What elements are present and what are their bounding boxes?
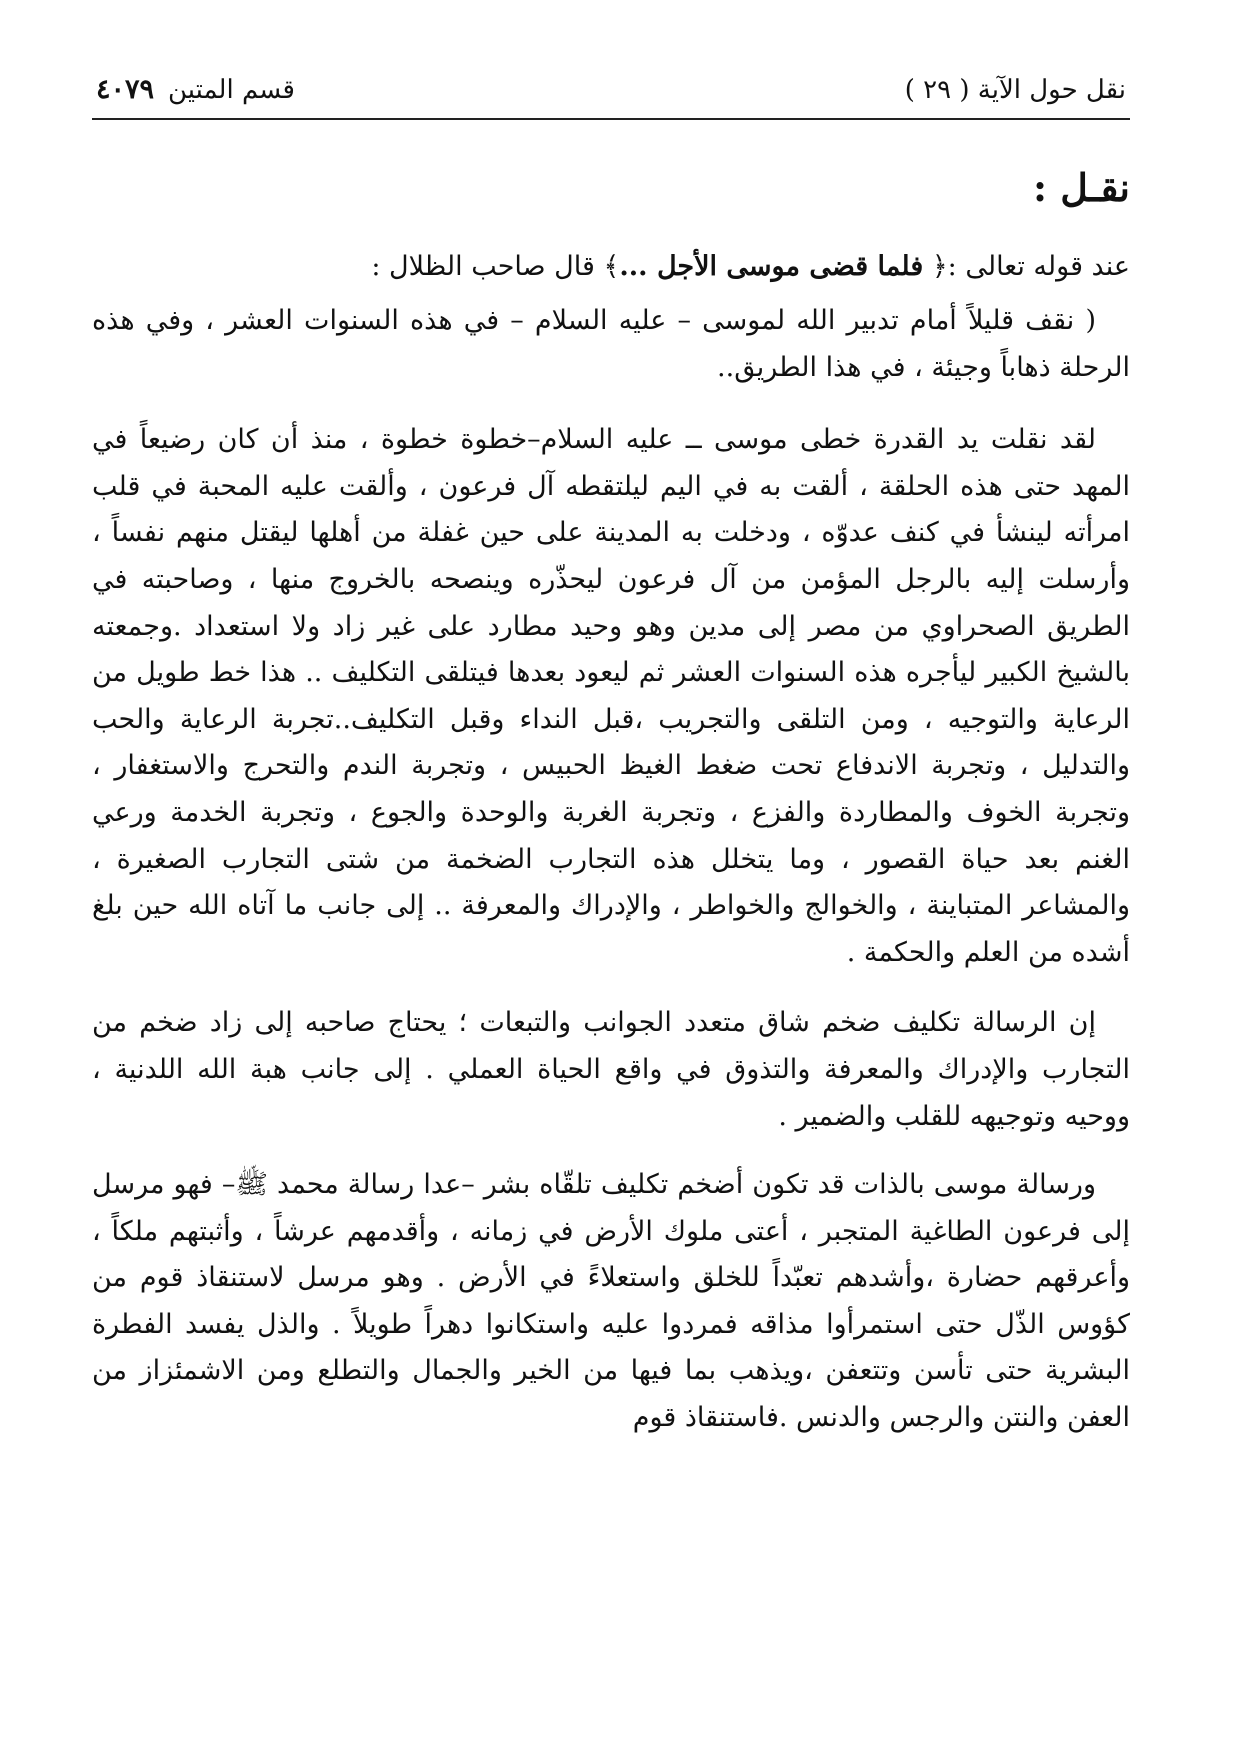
paragraph-divine-guidance: لقد نقلت يد القدرة خطى موسى ــ عليه السلام–خطوة خطوة ، منذ أن كان رضيعاً في المهد حتى هذه الحلقة ، ألقت به في اليم ليلتقطه آل فرعون ، وألقت عليه المحبة في قلب امرأته لينشأ في كنف عدوّه ، ودخلت به المدينة على حين غفلة من أهلها ليقتل منهم نفساً ، وأرسلت إليه بالرجل المؤمن من آل فرعون ليحذّره وينصحه بالخروج منها ، وصاحبته في الطريق الصحراوي من مصر إلى مدين وهو وحيد مطارد على غير زاد ولا استعداد .وجمعته بالشيخ الكبير ليأجره هذه السنوات العشر ثم ليعود بعدها فيتلقى التكليف .. هذا خط طويل من الرعاية والتوجيه ، ومن التلقى والتجريب ،قبل النداء وقبل التكليف..تجربة الرعاية والحب والتدليل ، وتجربة الاندفاع تحت ضغط الغيظ الحبيس ، وتجربة الندم والتحرج والاستغفار ، وتجربة الخوف والمطاردة والفزع ، وتجربة الغربة والوحدة والجوع ، وتجربة الخدمة ورعي الغنم بعد حياة القصور ، وما يتخلل هذه التجارب الضخمة من شتى التجارب الصغيرة ، والمشاعر المتباينة ، والخوالج والخواطر ، والإدراك والمعرفة .. إلى جانب ما آتاه الله حين بلغ أشده من العلم والحكمة . [92,424,1130,968]
header-divider [92,118,1130,120]
running-header [92,70,1130,110]
verse-close-bracket: ﴾ [603,251,620,282]
paragraph-message-burden: إن الرسالة تكليف ضخم شاق متعدد الجوانب والتبعات ؛ يحتاج صاحبه إلى زاد ضخم من التجارب والإدراك والمعرفة والتذوق في واقع الحياة العملي . إلى جانب هبة الله اللدنية ، ووحيه وتوجيهه للقلب والضمير . [92,1007,1130,1132]
section-heading: نقـل : [1033,165,1130,210]
page-number: ٤٠٧٩ [96,74,155,105]
header-chapter [905,70,1126,110]
header-section [96,70,295,110]
intro-lead: عند قوله تعالى : [947,251,1130,282]
verse-open-bracket: ﴿ [931,251,948,282]
chapter-label: نقل حول الآية ( ٢٩ ) [904,75,1126,105]
section-label: قسم المتين [168,75,295,105]
intro-tail: قال صاحب الظلال : [371,251,595,282]
intro-line [92,242,1130,292]
paragraph-moses-mission: ورسالة موسى بالذات قد تكون أضخم تكليف تلقّاه بشر –عدا رسالة محمد ﷺ– فهو مرسل إلى فرعون الطاغية المتجبر ، أعتى ملوك الأرض في زمانه ، وأقدمهم عرشاً ، وأثبتهم ملكاً ، وأعرقهم حضارة ،وأشدهم تعبّداً للخلق واستعلاءً في الأرض . وهو مرسل لاستنقاذ قوم من كؤوس الذّل حتى استمرأوا مذاقه فمردوا عليه واستكانوا دهراً طويلاً . والذل يفسد الفطرة البشرية حتى تأسن وتتعفن ،ويذهب بما فيها من الخير والجمال والتطلع ومن الاشمئزاز من العفن والنتن والرجس والدنس .فاستنقاذ قوم [92,1169,1130,1434]
paragraph-quote-opening: ( نقف قليلاً أمام تدبير الله لموسى – عليه السلام – في هذه السنوات العشر ، وفي هذه الرحلة ذهاباً وجيئة ، في هذا الطريق.. [92,305,1130,383]
quranic-verse: فلما قضى موسى الأجل ... [619,251,924,282]
